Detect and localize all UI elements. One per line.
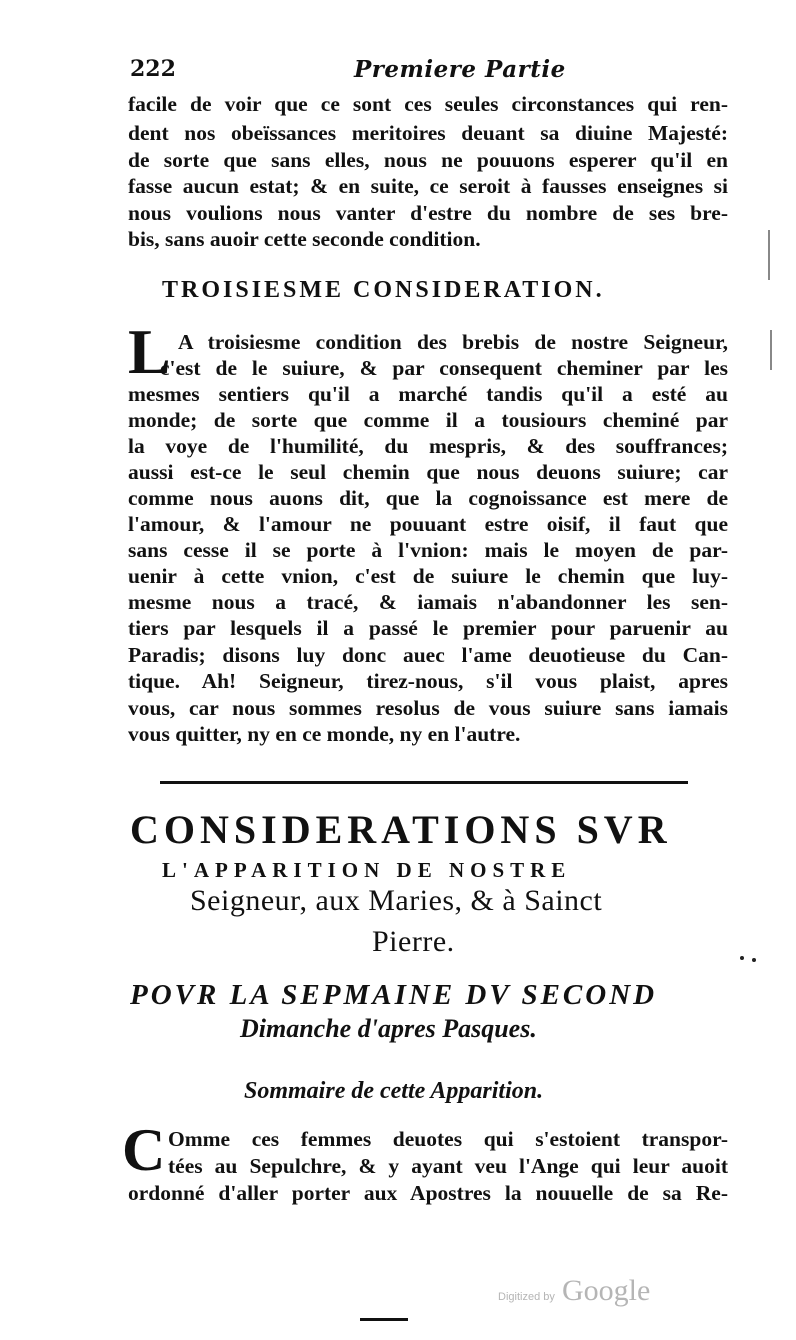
text-line: tiers par lesquels il a passé le premier pour paruenir au	[128, 616, 728, 640]
bottom-mark	[360, 1318, 408, 1321]
text-line: sans cesse il se porte à l'vnion: mais le moyen de par-	[128, 538, 728, 562]
text-line: tique. Ah! Seigneur, tirez-nous, s'il vous plaist, apres	[128, 669, 728, 693]
text-line: ordonné d'aller porter aux Apostres la nouuelle de sa Re-	[128, 1181, 728, 1205]
summary-heading: Sommaire de cette Apparition.	[244, 1078, 544, 1104]
text-line: de sorte que sans elles, nous ne pouuons esperer qu'il en	[128, 148, 728, 172]
text-line: monde; de sorte que comme il a tousiours cheminé par	[128, 408, 728, 432]
text-line: A troisiesme condition des brebis de nostre Seigneur,	[178, 330, 728, 354]
text-line: uenir à cette vnion, c'est de suiure le chemin que luy-	[128, 564, 728, 588]
week-subtitle: POVR LA SEPMAINE DV SECOND	[130, 979, 658, 1011]
running-title: Premiere Partie	[354, 56, 566, 83]
page-edge-shadow	[768, 230, 770, 280]
chapter-title-line2: L'APPARITION DE NOSTRE	[162, 858, 572, 882]
text-line: l'amour, & l'amour ne pouuant estre oisif, il faut que	[128, 512, 728, 536]
drop-cap: L	[128, 316, 171, 387]
page-edge-shadow	[770, 330, 772, 370]
section-divider	[160, 781, 688, 784]
text-line: dent nos obeïssances meritoires deuant sa diuine Majesté:	[128, 121, 728, 145]
text-line: Omme ces femmes deuotes qui s'estoient transpor-	[168, 1127, 728, 1151]
text-line: Paradis; disons luy donc auec l'ame deuotieuse du Can-	[128, 643, 728, 667]
scan-speck	[740, 956, 744, 960]
text-line: vous quitter, ny en ce monde, ny en l'autre.	[128, 722, 521, 746]
text-line: facile de voir que ce sont ces seules circonstances qui ren-	[128, 92, 728, 116]
text-line: mesmes sentiers qu'il a marché tandis qu'il a esté au	[128, 382, 728, 406]
chapter-title: CONSIDERATIONS SVR	[130, 807, 672, 852]
text-line: vous, car nous sommes resolus de vous suiure sans iamais	[128, 696, 728, 720]
scan-speck	[752, 958, 756, 962]
text-line: aussi est-ce le seul chemin que nous deuons suiure; car	[128, 460, 728, 484]
section-heading: TROISIESME CONSIDERATION.	[162, 277, 605, 303]
week-subtitle-line2: Dimanche d'apres Pasques.	[240, 1014, 537, 1043]
google-logo: Google	[562, 1274, 651, 1307]
text-line: fasse aucun estat; & en suite, ce seroit à fausses enseignes si	[128, 174, 728, 198]
text-line: nous voulions nous vanter d'estre du nombre de ses bre-	[128, 201, 728, 225]
page-number: 222	[130, 56, 176, 82]
chapter-title-line4: Pierre.	[372, 925, 455, 958]
text-line: la voye de l'humilité, du mespris, & des souffrances;	[128, 434, 728, 458]
text-line: tées au Sepulchre, & y ayant veu l'Ange qui leur auoit	[168, 1154, 728, 1178]
digitized-by-label: Digitized by	[498, 1291, 555, 1303]
drop-cap: C	[122, 1117, 166, 1183]
text-line: mesme nous a tracé, & iamais n'abandonner les sen-	[128, 590, 728, 614]
text-line: c'est de le suiure, & par consequent cheminer par les	[160, 356, 728, 380]
text-line: comme nous auons dit, que la cognoissance est mere de	[128, 486, 728, 510]
text-line: bis, sans auoir cette seconde condition.	[128, 227, 481, 251]
chapter-title-line3: Seigneur, aux Maries, & à Sainct	[190, 884, 603, 917]
